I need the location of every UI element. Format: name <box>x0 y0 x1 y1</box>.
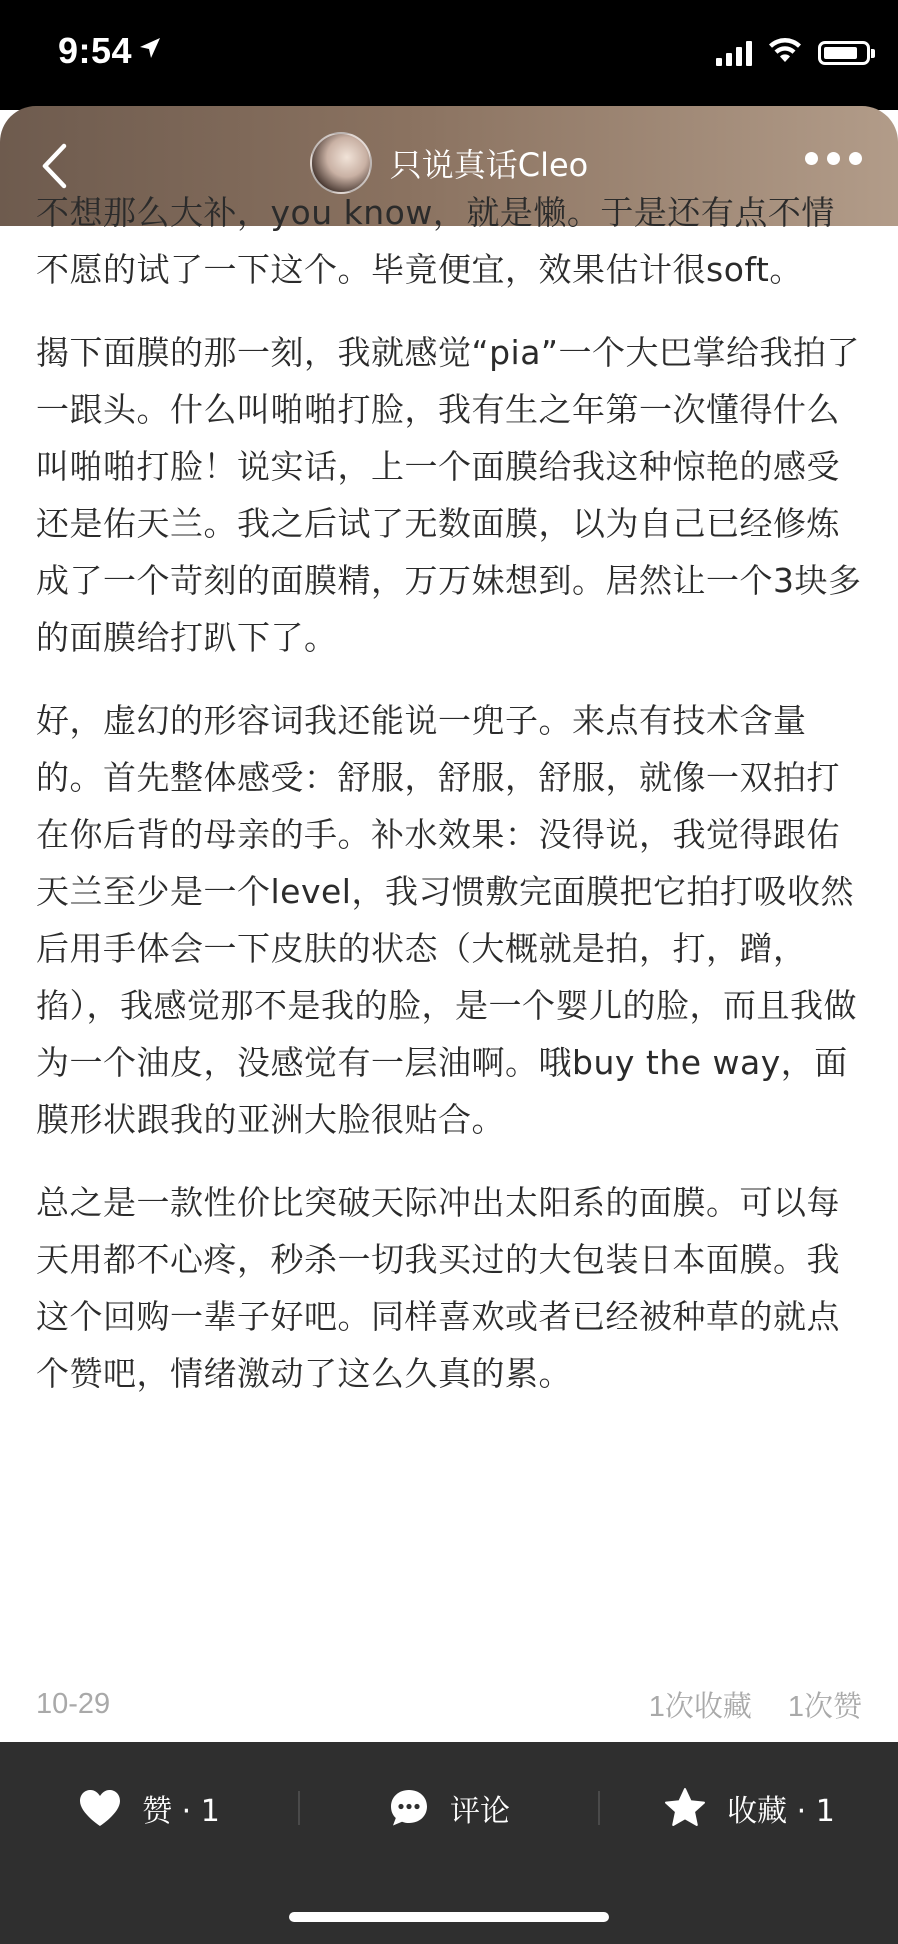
article-viewport[interactable] <box>0 193 898 1714</box>
likes-count: 1次赞 <box>787 1691 862 1723</box>
post-date: 10-29 <box>36 1688 111 1720</box>
heart-icon <box>78 1788 122 1828</box>
status-time <box>58 30 162 72</box>
wifi-icon <box>768 38 802 68</box>
favorites-count: 1次收藏 <box>648 1691 752 1723</box>
action-row <box>0 1778 898 1908</box>
comment-button[interactable] <box>300 1778 598 1838</box>
star-icon <box>663 1787 707 1829</box>
location-arrow-icon <box>138 36 162 67</box>
battery-icon <box>818 41 870 65</box>
comment-label: 评论 <box>450 1794 510 1829</box>
status-bar <box>0 0 898 110</box>
article-paragraph: 好，虚幻的形容词我还能说一兜子。来点有技术含量的。首先整体感受：舒服，舒服，舒服，就像一双拍打在你后背的母亲的手。补水效果：没得说，我觉得跟佑天兰至少是一个level，我习惯敷完面膜把它拍打吸收然后用手体会一下皮肤的状态（大概就是拍，打，蹭，掐），我感觉那不是我的脸，是一个婴儿的脸，而且我做为一个油皮，没感觉有一层油啊。哦buy the way，面膜形状跟我的亚洲大脸很贴合。 <box>36 701 857 1139</box>
status-time-text: 9:54 <box>58 30 133 71</box>
more-dots-icon <box>805 152 818 165</box>
engagement-stats <box>649 1684 862 1725</box>
home-indicator[interactable] <box>289 1912 609 1922</box>
like-button[interactable] <box>0 1778 298 1838</box>
favorite-button[interactable] <box>600 1778 898 1838</box>
more-button[interactable] <box>805 152 862 165</box>
article-paragraph: 揭下面膜的那一刻，我就感觉“pia”一个大巴掌给我拍了一跟头。什么叫啪啪打脸，我有生之年第一次懂得什么叫啪啪打脸！说实话，上一个面膜给我这种惊艳的感受还是佑天兰。我之后试了无数面膜，以为自己已经修炼成了一个苛刻的面膜精，万万妹想到。居然让一个3块多的面膜给打趴下了。 <box>36 333 862 657</box>
favorite-label: 收藏 · 1 <box>727 1794 835 1829</box>
article-meta <box>36 1684 862 1725</box>
article-paragraph: 不想那么大补，you know，就是懒。于是还有点不情不愿的试了一下这个。毕竟便宜，效果估计很soft。 <box>36 193 835 289</box>
like-label: 赞 · 1 <box>142 1794 220 1829</box>
author-name[interactable]: 只说真话Cleo <box>389 146 589 184</box>
status-indicators <box>716 38 870 68</box>
article-paragraph: 总之是一款性价比突破天际冲出太阳系的面膜。可以每天用都不心疼，秒杀一切我买过的大包装日本面膜。我这个回购一辈子好吧。同样喜欢或者已经被种草的就点个赞吧，情绪激动了这么久真的累。 <box>36 1183 840 1393</box>
cellular-signal-icon <box>716 40 752 66</box>
article-body <box>36 193 862 1428</box>
comment-bubble-icon <box>388 1787 430 1829</box>
